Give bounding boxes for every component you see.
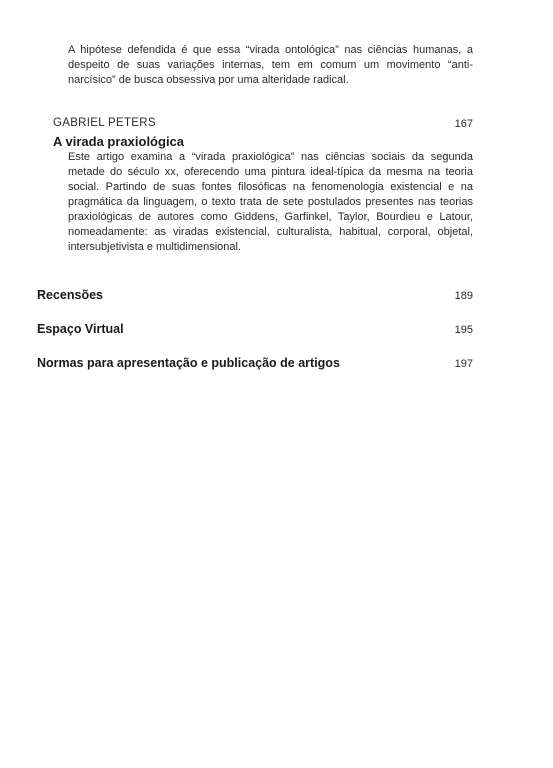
toc-entry-espaco-virtual[interactable]: Espaço Virtual — [37, 322, 124, 336]
toc-entry-normas[interactable]: Normas para apresentação e publicação de artigos — [37, 356, 340, 370]
intro-paragraph: A hipótese defendida é que essa “virada ontológica” nas ciências humanas, a despeito de suas variações internas, tem em comum um movimento “anti-narcísico” de busca obsessiva por uma alteridade radical. — [68, 44, 473, 86]
article-abstract: Este artigo examina a “virada praxiológica” nas ciências sociais da segunda metade do século xx, oferecendo uma pintura ideal-típica da mesma na teoria social. Partindo de suas fontes filosóficas na fenomenologia existencial e na pragmática da linguagem, o texto trata de sete postulados presentes nas teorias praxiológicas de autores como Giddens, Garfinkel, Taylor, Bourdieu e Latour, nomeadamente: as viradas existencial, culturalista, habitual, corporal, objetal, intersubjetivista e multidimensional. — [68, 151, 473, 253]
toc-entry-normas-page: 197 — [454, 358, 473, 370]
article-author: GABRIEL PETERS — [53, 117, 156, 129]
article-title[interactable]: A virada praxiológica — [53, 134, 185, 149]
toc-entry-recensoes[interactable]: Recensões — [37, 288, 104, 302]
toc-entry-recensoes-page: 189 — [454, 290, 473, 302]
toc-entry-espaco-virtual-page: 195 — [454, 324, 473, 336]
article-page-number: 167 — [454, 118, 473, 130]
